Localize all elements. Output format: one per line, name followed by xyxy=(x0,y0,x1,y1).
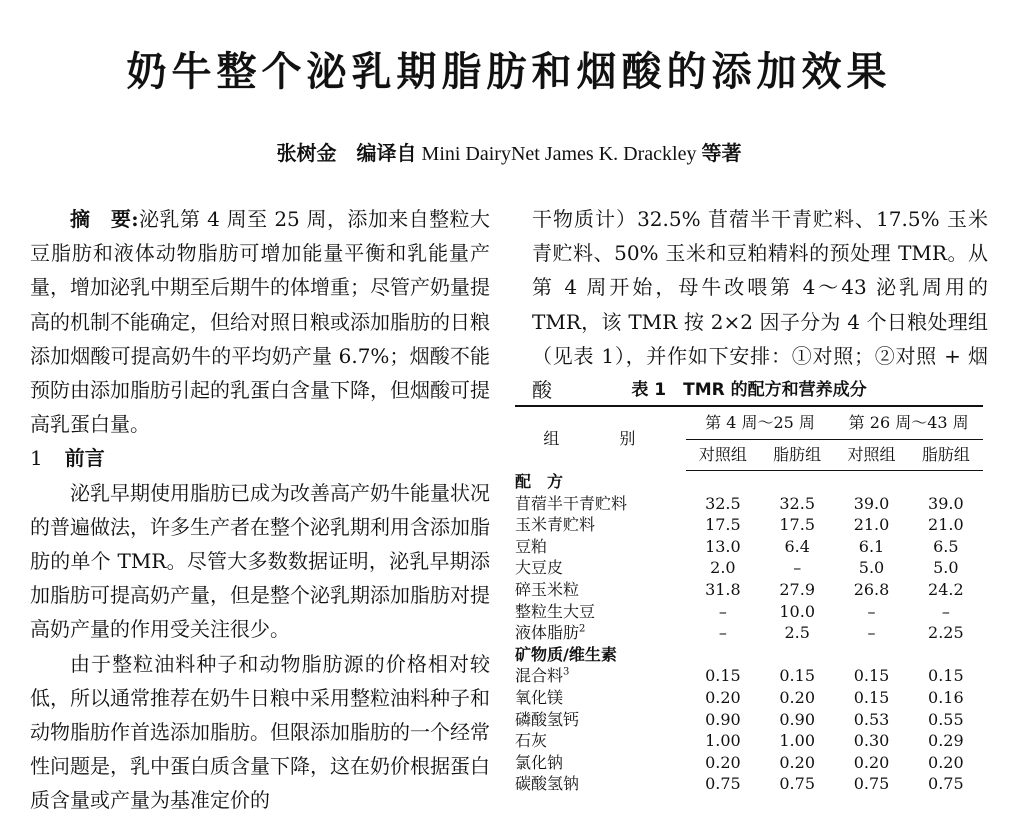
table-cell: 6.5 xyxy=(933,536,959,556)
table-cell: 21.0 xyxy=(928,515,964,535)
formula-section-row-label: 配 方 xyxy=(515,472,564,491)
article-title: 奶牛整个泌乳期脂肪和烟酸的添加效果 xyxy=(126,48,892,95)
table-cell: 0.75 xyxy=(928,774,964,794)
tmr-table xyxy=(515,405,983,795)
section-number: 1 xyxy=(30,446,43,471)
mineral-section-row-label: 矿物质/维生素 xyxy=(515,644,617,664)
row-label: 氧化镁 xyxy=(515,687,564,707)
sub-header: 脂肪组 xyxy=(909,440,983,471)
table-row xyxy=(515,557,983,579)
section-title: 前言 xyxy=(64,446,105,471)
table-cell: 31.8 xyxy=(705,579,741,599)
table-cell: 2.25 xyxy=(928,623,964,643)
intro-paragraph-2: 由于整粒油料种子和动物脂肪源的价格相对较低，所以通常推荐在奶牛日粮中采用整粒油料种子和动物脂肪作首选添加脂肪。但限添加脂肪的一个经常性问题是，乳中蛋白质含量下降，这在奶价根据蛋白质含量或产量为基准定价的 xyxy=(30,651,490,813)
period-header-2: 第 26 周～43 周 xyxy=(834,406,983,440)
table-cell: 0.90 xyxy=(779,709,815,729)
table-cell: 0.15 xyxy=(705,666,741,686)
row-label: 豆粕 xyxy=(515,536,548,556)
row-label: 碳酸氢钠 xyxy=(515,774,580,794)
table-row xyxy=(515,687,983,709)
table-cell: 0.75 xyxy=(853,774,890,794)
table-cell: 6.4 xyxy=(784,536,810,556)
table-cell: – xyxy=(718,601,727,621)
table-cell: 10.0 xyxy=(779,601,815,621)
table-row xyxy=(515,536,983,558)
table-cell: 0.55 xyxy=(928,709,964,729)
footnote-marker: 3 xyxy=(563,667,570,679)
table-cell: 0.20 xyxy=(928,752,964,772)
table-cell: 0.20 xyxy=(705,752,741,772)
table-cell: 2.5 xyxy=(784,623,810,643)
table-cell: – xyxy=(867,623,876,643)
table-row xyxy=(515,709,983,731)
table-row xyxy=(515,579,983,601)
table-cell: 6.1 xyxy=(858,536,885,556)
table-cell: 0.20 xyxy=(779,752,815,772)
left-column xyxy=(30,202,490,818)
table-cell: 26.8 xyxy=(853,579,890,599)
table-cell: 0.15 xyxy=(853,687,890,707)
table-cell: 39.0 xyxy=(853,493,890,513)
table-cell: 13.0 xyxy=(705,536,741,556)
table-cell: 0.15 xyxy=(928,666,964,686)
table-cell: 0.20 xyxy=(705,687,741,707)
abstract-text: 泌乳第 4 周至 25 周，添加来自整粒大豆脂肪和液体动物脂肪可增加能量平衡和乳能量产量，增加泌乳中期至后期牛的体增重；尽管产奶量提高的机制不能确定，但给对照日粮或添加脂肪的日粮添加烟酸可提高奶牛的平均奶产量 6.7%；烟酸不能预防由添加脂肪引起的乳蛋白含量下降，但烟酸可提高乳蛋白量。 xyxy=(30,207,490,437)
table-cell: 0.75 xyxy=(779,774,815,794)
table-cell: 2.0 xyxy=(710,558,736,578)
table-cell: 17.5 xyxy=(705,515,741,535)
table-cell: 0.75 xyxy=(705,774,741,794)
table-cell: – xyxy=(867,601,876,621)
table-row xyxy=(515,601,983,623)
abstract-label: 摘 要: xyxy=(70,207,139,231)
credit-source: Mini DairyNet James K. Drackley xyxy=(421,143,697,165)
table-cell: – xyxy=(941,601,950,621)
methods-paragraph: 干物质计）32.5% 苜蓿半干青贮料、17.5% 玉米青贮料、50% 玉米和豆粕精料的预处理 TMR。从第 4 周开始，母牛改喂第 4～43 泌乳周用的 TMR，该 TMR 按 2×2 因子分为 4 个日粮处理组（见表 1），并作如下安排：①对照；②对照 + 烟酸 xyxy=(532,207,988,403)
author-name: 张树金 xyxy=(276,141,337,165)
table-cell: 32.5 xyxy=(705,493,741,513)
row-label: 氯化钠 xyxy=(515,752,564,772)
period-header-1: 第 4 周～25 周 xyxy=(686,406,835,440)
footnote-marker: 2 xyxy=(579,623,586,635)
formula-section-row xyxy=(515,471,983,493)
table-cell: 0.53 xyxy=(853,709,890,729)
table-cell: 1.00 xyxy=(779,731,815,751)
table-cell: 32.5 xyxy=(779,493,815,513)
sub-header: 对照组 xyxy=(834,440,908,471)
mineral-section-row xyxy=(515,644,983,666)
table-cell: 0.30 xyxy=(853,731,890,751)
byline xyxy=(0,137,1018,166)
table-title: 表 1 TMR 的配方和营养成分 xyxy=(631,380,867,400)
group-label: 组 别 xyxy=(543,428,658,448)
intro-paragraph-1: 泌乳早期使用脂肪已成为改善高产奶牛能量状况的普遍做法，许多生产者在整个泌乳期利用含添加脂肪的单个 TMR。尽管大多数数据证明，泌乳早期添加脂肪可提高奶产量，但是整个泌乳期添加脂肪对提高奶产量的作用受关注很少。 xyxy=(30,480,490,642)
table-cell: 0.16 xyxy=(928,687,964,707)
table-cell: 39.0 xyxy=(928,493,964,513)
row-label: 液体脂肪$^2$ xyxy=(515,623,586,643)
table-cell: 27.9 xyxy=(779,579,815,599)
table-cell: 0.15 xyxy=(779,666,815,686)
table-cell: 24.2 xyxy=(928,579,964,599)
table-row xyxy=(515,730,983,752)
table-cell: 0.29 xyxy=(928,731,964,751)
table-cell: 0.15 xyxy=(853,666,890,686)
table-body xyxy=(515,471,983,795)
table-cell: 21.0 xyxy=(853,515,890,535)
table-cell: 1.00 xyxy=(705,731,741,751)
section-heading xyxy=(30,441,490,475)
table-row xyxy=(515,514,983,536)
table-row xyxy=(515,752,983,774)
credit-suffix: 等著 xyxy=(701,141,742,165)
table-cell: – xyxy=(793,558,802,578)
credit-prefix: 编译自 xyxy=(356,141,417,165)
table-cell: 5.0 xyxy=(858,558,885,578)
table-cell: 0.20 xyxy=(779,687,815,707)
table-row xyxy=(515,493,983,515)
row-label: 混合料$^3$ xyxy=(515,666,570,686)
table-row xyxy=(515,773,983,795)
row-label: 石灰 xyxy=(515,731,548,751)
row-label: 玉米青贮料 xyxy=(515,515,596,535)
table-cell: 5.0 xyxy=(933,558,959,578)
row-label: 碎玉米粒 xyxy=(515,579,580,599)
table-row xyxy=(515,665,983,687)
sub-header: 对照组 xyxy=(686,440,760,471)
row-label: 磷酸氢钙 xyxy=(515,709,580,729)
table-cell: – xyxy=(718,623,727,643)
table-cell: 0.20 xyxy=(853,752,890,772)
table-cell: 0.90 xyxy=(705,709,741,729)
table-cell: 17.5 xyxy=(779,515,815,535)
sub-header: 脂肪组 xyxy=(760,440,834,471)
row-label: 大豆皮 xyxy=(515,558,564,578)
abstract xyxy=(30,202,490,441)
row-label: 苜蓿半干青贮料 xyxy=(515,493,628,513)
table-row xyxy=(515,622,983,644)
row-label: 整粒生大豆 xyxy=(515,601,596,621)
